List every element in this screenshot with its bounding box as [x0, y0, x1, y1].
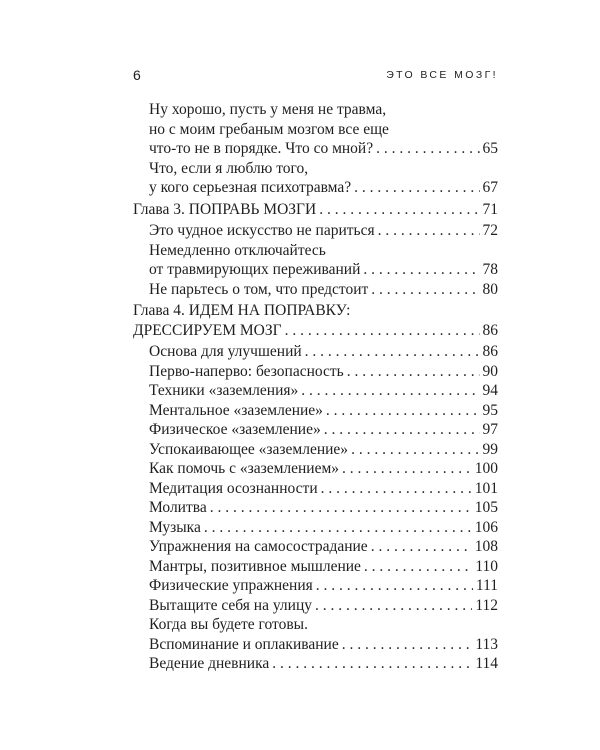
toc-section-entry	[133, 241, 498, 280]
toc-section-entry	[133, 498, 498, 518]
toc-entry-title: Техники «заземления»	[149, 382, 299, 399]
toc-entry-title: Когда вы будете готовы.	[149, 616, 308, 633]
toc-section-entry	[133, 100, 498, 159]
dot-leader	[285, 321, 480, 341]
running-title: ЭТО ВСЕ МОЗГ!	[386, 69, 498, 81]
toc-entry-line	[149, 221, 498, 241]
dot-leader	[347, 362, 480, 382]
toc-page-number: 97	[482, 421, 498, 438]
toc-section-entry	[133, 576, 498, 596]
toc-entry-title: Это чудное искусство не париться	[149, 222, 375, 239]
toc-page-number: 99	[482, 440, 498, 458]
toc-section-entry	[133, 440, 498, 460]
toc-entry-title: Вытащите себя на улицу	[149, 596, 312, 614]
toc-page-number: 86	[482, 343, 498, 360]
dot-leader	[315, 596, 472, 616]
toc-chapter-entry	[133, 301, 498, 340]
toc-page-number: 112	[475, 596, 498, 614]
toc-entry-line	[149, 479, 498, 499]
toc-section-entry	[133, 557, 498, 577]
toc-entry-title: ДРЕССИРУЕМ МОЗГ	[133, 321, 282, 339]
toc-entry-title: Вспоминание и оплакивание	[149, 635, 339, 653]
toc-entry-title: Физические упражнения	[149, 577, 313, 594]
toc-entry-line	[149, 498, 498, 518]
dot-leader	[319, 200, 479, 220]
toc-entry-line	[149, 440, 498, 460]
toc-entry-title: Музыка	[149, 518, 201, 536]
toc-page-number: 78	[482, 261, 498, 278]
toc-page-number: 100	[474, 460, 498, 477]
dot-leader	[371, 280, 479, 300]
toc-entry-line	[149, 420, 498, 440]
toc-chapter-entry	[133, 200, 498, 220]
dot-leader	[342, 635, 473, 655]
dot-leader	[378, 221, 480, 241]
toc-entry-title: Успокаивающее «заземление»	[149, 440, 349, 458]
toc-entry-line	[149, 139, 498, 159]
dot-leader	[272, 654, 472, 674]
toc-entry-title: Ну хорошо, пусть у меня не травма,	[149, 101, 387, 118]
toc-section-entry	[133, 518, 498, 538]
toc-section-entry	[133, 615, 498, 654]
toc-page-number: 71	[482, 200, 498, 218]
toc-entry-line	[149, 596, 498, 616]
dot-leader	[363, 260, 479, 280]
toc-entry-line	[149, 280, 498, 300]
toc-section-entry	[133, 596, 498, 616]
dot-leader	[316, 576, 473, 596]
toc-section-entry	[133, 381, 498, 401]
toc-section-entry	[133, 420, 498, 440]
toc-entry-title: Не парьтесь о том, что предстоит	[149, 280, 369, 298]
toc-section-entry	[133, 459, 498, 479]
toc-page-number: 65	[482, 140, 498, 157]
dot-leader	[204, 518, 472, 538]
toc-page-number: 105	[474, 499, 498, 516]
toc-entry-title: что-то не в порядке. Что со мной?	[149, 140, 374, 157]
toc-entry-line	[149, 362, 498, 382]
toc-page-number: 106	[474, 518, 498, 536]
toc-entry-line	[149, 576, 498, 596]
dot-leader	[371, 537, 472, 557]
toc-entry-line	[149, 241, 498, 261]
toc-entry-line	[133, 321, 498, 341]
toc-entry-title: у кого серьезная психотравма?	[149, 179, 352, 196]
toc-entry-title: от травмирующих переживаний	[149, 261, 361, 278]
toc-entry-line	[149, 557, 498, 577]
toc-entry-title: Немедленно отключайтесь	[149, 241, 326, 259]
dot-leader	[354, 178, 479, 198]
toc-page-number: 108	[474, 538, 498, 555]
toc-entry-line	[149, 120, 498, 140]
toc-entry-line	[149, 100, 498, 120]
toc-page-number: 94	[482, 382, 498, 399]
toc-entry-line	[149, 159, 498, 179]
toc-section-entry	[133, 401, 498, 421]
toc-entry-line	[149, 537, 498, 557]
toc-page-number: 113	[475, 635, 498, 653]
toc-entry-title: Основа для улучшений	[149, 343, 302, 360]
toc-page-number: 72	[482, 222, 498, 239]
toc-entry-title: Упражнения на самосострадание	[149, 538, 368, 555]
toc-entry-title: Что, если я люблю того,	[149, 159, 309, 177]
toc-entry-title: Медитация осознанности	[149, 479, 318, 497]
toc-entry-line	[149, 518, 498, 538]
toc-entry-line	[149, 342, 498, 362]
dot-leader	[324, 420, 480, 440]
dot-leader	[376, 139, 479, 159]
toc-entry-line	[149, 635, 498, 655]
page-number: 6	[133, 67, 142, 83]
toc-section-entry	[133, 342, 498, 362]
toc-section-entry	[133, 280, 498, 300]
dot-leader	[321, 479, 472, 499]
toc-entry-title: Ментальное «заземление»	[149, 401, 323, 419]
toc-entry-title: Перво-наперво: безопасность	[149, 362, 344, 380]
toc-entry-title: Ведение дневника	[149, 655, 270, 672]
toc-entry-line	[149, 401, 498, 421]
toc-page-number: 114	[475, 655, 498, 672]
toc-entry-title: Мантры, позитивное мышление	[149, 557, 361, 575]
toc-entry-line	[133, 301, 498, 321]
toc-entry-line	[133, 200, 498, 220]
toc-entry-title: Молитва	[149, 499, 207, 516]
dot-leader	[342, 459, 472, 479]
toc-entry-title: Глава 3. ПОПРАВЬ МОЗГИ	[133, 200, 317, 218]
toc-entry-title: но с моим гребаным мозгом все еще	[149, 120, 389, 138]
toc-page-number: 95	[482, 401, 498, 419]
toc-section-entry	[133, 537, 498, 557]
toc-entry-title: Как помочь с «заземлением»	[149, 460, 340, 477]
dot-leader	[305, 342, 480, 362]
toc-section-entry	[133, 221, 498, 241]
toc-page-number: 111	[475, 577, 498, 594]
toc-section-entry	[133, 654, 498, 674]
toc-entry-line	[149, 381, 498, 401]
toc-page-number: 90	[482, 362, 498, 380]
dot-leader	[301, 381, 479, 401]
toc-page-number: 80	[482, 280, 498, 298]
toc-page-number: 67	[482, 179, 498, 196]
toc-entry-line	[149, 260, 498, 280]
toc-section-entry	[133, 362, 498, 382]
toc-entry-title: Глава 4. ИДЕМ НА ПОПРАВКУ:	[133, 302, 351, 319]
toc-page-number: 110	[475, 557, 498, 575]
dot-leader	[210, 498, 472, 518]
dot-leader	[364, 557, 472, 577]
table-of-contents	[133, 100, 498, 674]
dot-leader	[351, 440, 479, 460]
toc-entry-line	[149, 615, 498, 635]
toc-entry-line	[149, 654, 498, 674]
toc-page-number: 101	[474, 479, 498, 497]
toc-section-entry	[133, 479, 498, 499]
toc-page-number: 86	[482, 321, 498, 339]
toc-entry-line	[149, 459, 498, 479]
dot-leader	[326, 401, 480, 421]
toc-section-entry	[133, 159, 498, 198]
toc-entry-line	[149, 178, 498, 198]
toc-entry-title: Физическое «заземление»	[149, 421, 321, 438]
